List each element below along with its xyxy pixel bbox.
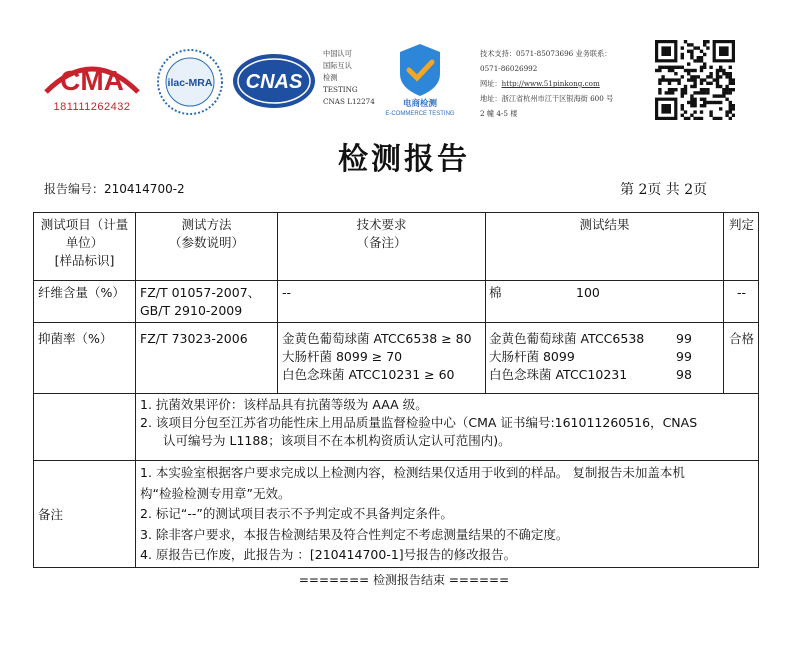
header-verdict: 判定 [728, 217, 754, 232]
header-requirement [278, 216, 485, 252]
row-divider [34, 393, 758, 394]
cnas-caption-line: 中国认可 [323, 49, 352, 58]
cma-logo [38, 52, 146, 116]
remark-line: 2. 标记“--”的测试项目表示不予判定或不具备判定条件。 [140, 506, 453, 521]
contact-info [480, 46, 613, 121]
cnas-caption-line: 国际互认 [323, 61, 352, 70]
row-fiber-result-value: 100 [576, 285, 600, 300]
row-antibacterial-requirement [282, 330, 472, 384]
requirement-line: 大肠杆菌 8099 ≥ 70 [282, 349, 403, 364]
result-name: 大肠杆菌 8099 [489, 349, 575, 364]
remark-line: 构“检验检测专用章”无效。 [140, 485, 291, 501]
remarks-label: 备注 [38, 507, 64, 522]
row-fiber-requirement: -- [282, 285, 292, 300]
header-method-line: （参数说明） [168, 235, 244, 250]
header-item [34, 216, 135, 270]
header-method-line: 测试方法 [181, 217, 232, 232]
row-fiber-verdict: -- [736, 285, 747, 300]
remarks-text [140, 463, 685, 566]
remark-line: 1. 本实验室根据客户要求完成以上检测内容，检测结果仅适用于收到的样品。 复制报告未加盖本机 [140, 465, 685, 480]
requirement-line: 白色念珠菌 ATCC10231 ≥ 60 [282, 367, 455, 382]
method-line: GB/T 2910-2009 [140, 303, 243, 318]
col-divider [135, 213, 136, 568]
ilac-mra-logo [156, 48, 224, 116]
cnas-text: CNAS [245, 71, 303, 93]
row-antibacterial-method: FZ/T 73023-2006 [140, 331, 248, 346]
row-divider [34, 280, 758, 281]
address-line: 地址：浙江省杭州市江干区银海街 600 号 [480, 94, 614, 103]
cnas-caption [323, 48, 375, 108]
header-method [136, 216, 277, 252]
note-line: 1. 抗菌效果评价：该样品具有抗菌等级为 AAA 级。 [140, 397, 428, 412]
note-line: 认可编号为 L1188；该项目不在本机构资质认定认可范围内)。 [163, 433, 511, 448]
row-fiber-item: 纤维含量（%） [38, 285, 125, 300]
result-name: 白色念珠菌 ATCC10231 [489, 367, 628, 382]
ilac-text: ilac-MRA [167, 77, 213, 89]
result-value: 99 [676, 331, 692, 346]
website-link[interactable]: http://www.51pinkong.com [501, 79, 600, 88]
cma-text: CMA [60, 65, 124, 96]
note-line: 2. 该项目分包至江苏省功能性床上用品质量监督检验中心（CMA 证书编号:161011260516，CNAS [140, 415, 698, 430]
col-divider [723, 213, 724, 393]
cnas-caption-line: CNAS L12274 [323, 97, 375, 106]
page-title: 检测报告 [338, 142, 470, 177]
report-number: 报告编号：210414700-2 [44, 182, 185, 196]
result-value: 99 [676, 349, 692, 364]
ecommerce-cn: 电商检测 [402, 99, 438, 109]
result-name: 金黄色葡萄球菌 ATCC6538 [489, 331, 645, 346]
row-fiber-result-name: 棉 [489, 285, 502, 300]
header-item-line: 单位） [65, 235, 104, 250]
cnas-caption-line: 检测 [323, 73, 338, 82]
header-item-line: [样品标识] [54, 253, 115, 268]
cma-number: 181111262432 [53, 101, 131, 113]
header-result: 测试结果 [579, 217, 630, 232]
remark-line: 3. 除非客户要求，本报告检测结果及符合性判定不考虑测量结果的不确定度。 [140, 526, 569, 542]
address-line: 2 幢 4-5 楼 [480, 109, 518, 118]
ecommerce-en: E-COMMERCE TESTING [385, 111, 455, 116]
method-line: FZ/T 01057-2007、 [140, 285, 261, 300]
cnas-caption-line: TESTING [323, 85, 358, 94]
report-end-marker: ======= 检测报告结束 ====== [298, 573, 510, 587]
row-antibacterial-result-names [489, 330, 644, 384]
website-line [480, 76, 613, 91]
row-fiber-method [140, 284, 260, 320]
row-antibacterial-result-values [676, 330, 692, 384]
result-value: 98 [676, 367, 692, 382]
business-phone: 0571-86026992 [480, 64, 538, 73]
ecommerce-testing-logo [380, 40, 460, 116]
cnas-logo [232, 52, 316, 110]
qr-code [655, 40, 735, 120]
row-divider [34, 322, 758, 323]
website-label: 网址： [480, 79, 502, 88]
evaluation-notes [140, 396, 697, 450]
header-requirement-line: 技术要求 [356, 217, 407, 232]
col-divider [485, 213, 486, 393]
row-antibacterial-item: 抑菌率（%） [38, 331, 113, 346]
tech-support: 技术支持：0571-85073696 业务联系： [480, 49, 612, 58]
header-requirement-line: （备注） [356, 235, 407, 250]
row-divider [34, 460, 758, 461]
header-item-line: 测试项目（计量 [40, 217, 129, 232]
requirement-line: 金黄色葡萄球菌 ATCC6538 ≥ 80 [282, 331, 472, 346]
remark-line: 4. 原报告已作废，此报告为 ：[210414700-1]号报告的修改报告。 [140, 547, 517, 562]
row-antibacterial-verdict: 合格 [728, 331, 754, 346]
page-info: 第 2页 共 2页 [620, 182, 708, 198]
results-table [33, 212, 759, 568]
